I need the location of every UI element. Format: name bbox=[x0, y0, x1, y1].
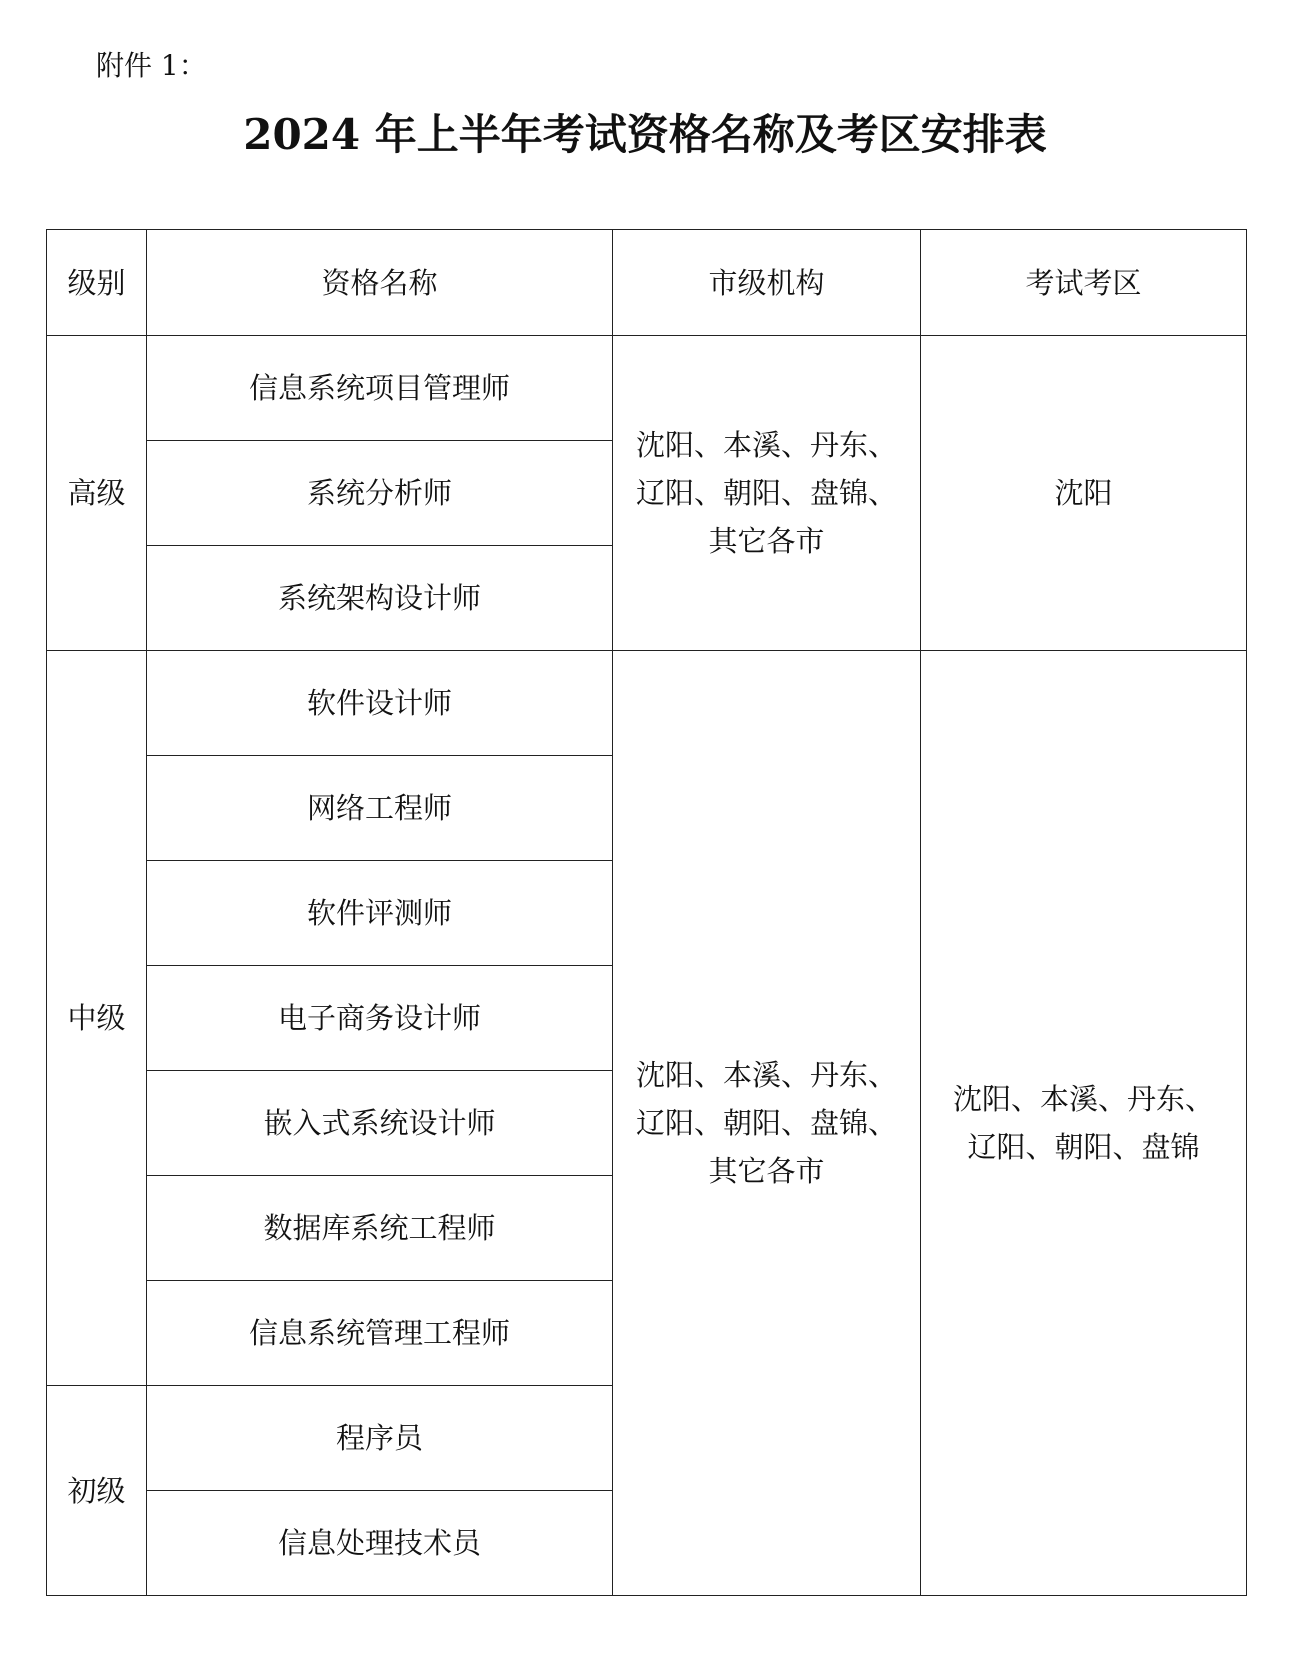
table-row bbox=[47, 651, 1247, 756]
senior-exam-area bbox=[921, 336, 1247, 651]
qualification-name: 软件评测师 bbox=[147, 861, 613, 966]
senior-city-organizations bbox=[613, 336, 921, 651]
qualification-name: 数据库系统工程师 bbox=[147, 1176, 613, 1281]
org-line: 其它各市 bbox=[708, 1154, 825, 1188]
qualification-name: 系统架构设计师 bbox=[147, 546, 613, 651]
page-title: 2024 年上半年考试资格名称及考区安排表 bbox=[243, 110, 1047, 159]
level-senior: 高级 bbox=[47, 336, 147, 651]
qualification-name: 程序员 bbox=[147, 1386, 613, 1491]
org-line: 沈阳、本溪、丹东、 bbox=[635, 428, 897, 462]
area-line: 沈阳、本溪、丹东、 bbox=[952, 1082, 1214, 1116]
qualification-name: 网络工程师 bbox=[147, 756, 613, 861]
qualification-name: 电子商务设计师 bbox=[147, 966, 613, 1071]
header-qualification-name: 资格名称 bbox=[147, 230, 613, 336]
area-line: 辽阳、朝阳、盘锦 bbox=[967, 1130, 1200, 1164]
table-row bbox=[47, 336, 1247, 441]
qualification-name: 系统分析师 bbox=[147, 441, 613, 546]
qualification-name: 软件设计师 bbox=[147, 651, 613, 756]
lower-exam-areas bbox=[921, 651, 1247, 1596]
level-junior: 初级 bbox=[47, 1386, 147, 1596]
qualification-name: 信息处理技术员 bbox=[147, 1491, 613, 1596]
qualification-name: 嵌入式系统设计师 bbox=[147, 1071, 613, 1176]
qualification-name: 信息系统管理工程师 bbox=[147, 1281, 613, 1386]
table-header-row bbox=[47, 230, 1247, 336]
exam-arrangement-table bbox=[46, 229, 1247, 1596]
attachment-label: 附件 1： bbox=[96, 49, 207, 82]
org-line: 其它各市 bbox=[708, 524, 825, 558]
org-line: 沈阳、本溪、丹东、 bbox=[635, 1058, 897, 1092]
org-line: 辽阳、朝阳、盘锦、 bbox=[635, 1106, 897, 1140]
qualification-name: 信息系统项目管理师 bbox=[147, 336, 613, 441]
area-line: 沈阳 bbox=[1054, 476, 1113, 510]
header-level: 级别 bbox=[47, 230, 147, 336]
level-intermediate: 中级 bbox=[47, 651, 147, 1386]
org-line: 辽阳、朝阳、盘锦、 bbox=[635, 476, 897, 510]
header-city-organization: 市级机构 bbox=[613, 230, 921, 336]
lower-city-organizations bbox=[613, 651, 921, 1596]
header-exam-area: 考试考区 bbox=[921, 230, 1247, 336]
